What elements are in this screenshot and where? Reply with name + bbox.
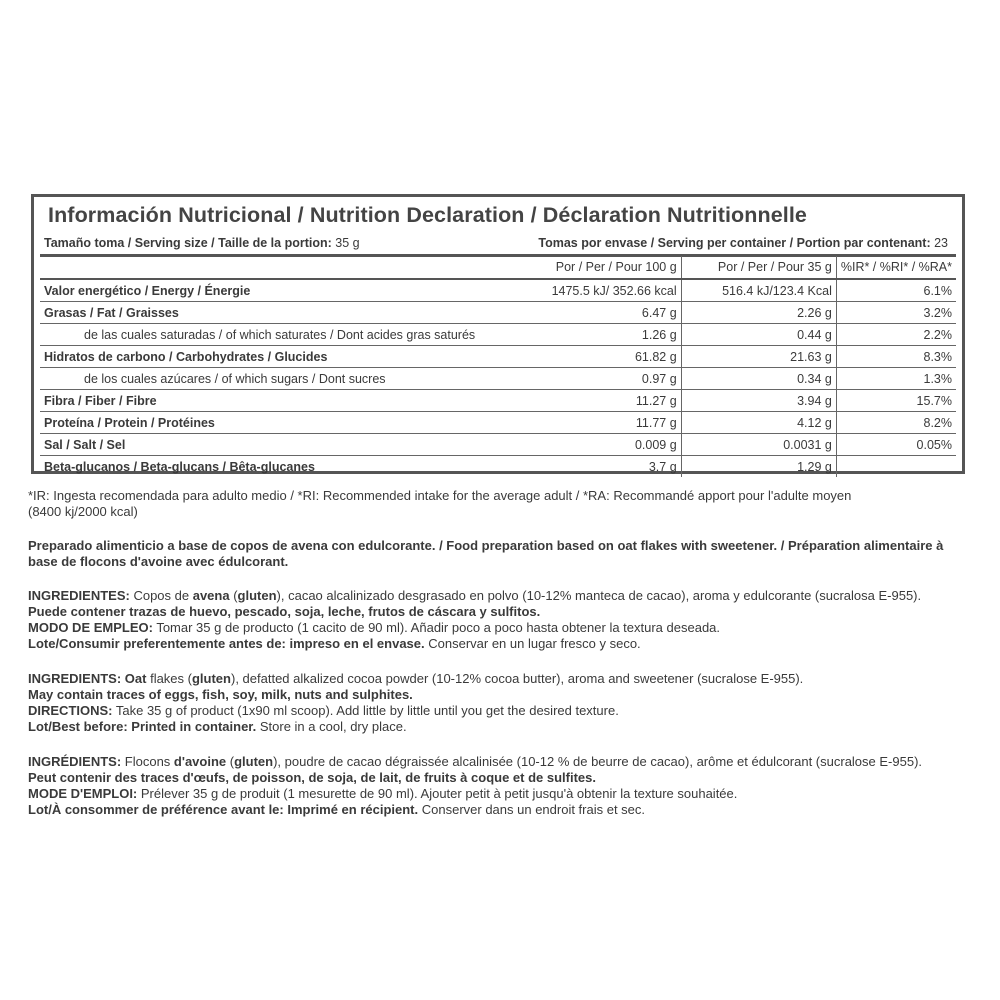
directions-fr-label: MODE D'EMPLOI: bbox=[28, 786, 138, 801]
ingredients-en-text: flakes ( bbox=[146, 671, 192, 686]
footnote-line-2: (8400 kj/2000 kcal) bbox=[28, 504, 138, 519]
header-blank-cell bbox=[40, 256, 521, 279]
footnote-line-1: *IR: Ingesta recomendada para adulto medio / *RI: Recommended intake for the average adult / *RA: Recommandé apport pour l'adulte moyen bbox=[28, 488, 852, 503]
ingredients-fr-text: ( bbox=[226, 754, 235, 769]
servings-per-label: Tomas por envase / Serving per container / Portion par contenant: bbox=[538, 236, 931, 250]
table-header-row bbox=[40, 256, 956, 279]
ingredients-fr-text: Flocons bbox=[121, 754, 174, 769]
row-label: de las cuales saturadas / of which saturates / Dont acides gras saturés bbox=[40, 324, 521, 346]
row-label: Fibra / Fiber / Fibre bbox=[40, 390, 521, 412]
row-per100: 1.26 g bbox=[521, 324, 681, 346]
ingredients-en bbox=[28, 671, 968, 687]
table-row bbox=[40, 434, 956, 456]
ingredients-en-label: INGREDIENTS: bbox=[28, 671, 122, 686]
row-per35: 1.29 g bbox=[681, 456, 836, 478]
row-per35: 3.94 g bbox=[681, 390, 836, 412]
row-ri: 6.1% bbox=[836, 279, 956, 302]
servings-per-container bbox=[538, 236, 948, 250]
directions-es-label: MODO DE EMPLEO: bbox=[28, 620, 153, 635]
table-row bbox=[40, 390, 956, 412]
row-label: Sal / Salt / Sel bbox=[40, 434, 521, 456]
row-ri: 15.7% bbox=[836, 390, 956, 412]
ingredients-es-allergen-oat: avena bbox=[192, 588, 230, 603]
serving-size-label: Tamaño toma / Serving size / Taille de la portion: bbox=[44, 236, 332, 250]
ingredients-en-allergen-gluten: gluten bbox=[191, 671, 231, 686]
directions-en bbox=[28, 703, 968, 719]
directions-es bbox=[28, 620, 968, 636]
row-per35: 21.63 g bbox=[681, 346, 836, 368]
ingredients-es-text: Copos de bbox=[129, 588, 193, 603]
row-ri: 2.2% bbox=[836, 324, 956, 346]
lot-fr-text: Conserver dans un endroit frais et sec. bbox=[418, 802, 646, 817]
ingredients-es bbox=[28, 588, 968, 604]
row-per100: 0.97 g bbox=[521, 368, 681, 390]
row-ri: 0.05% bbox=[836, 434, 956, 456]
row-label: Grasas / Fat / Graisses bbox=[40, 302, 521, 324]
table-row bbox=[40, 456, 956, 478]
ingredients-es-text: ( bbox=[229, 588, 238, 603]
row-per35: 4.12 g bbox=[681, 412, 836, 434]
row-per35: 516.4 kJ/123.4 Kcal bbox=[681, 279, 836, 302]
row-label: Beta-glucanos / Beta-glucans / Bêta-glucanes bbox=[44, 459, 315, 474]
table-row bbox=[40, 324, 956, 346]
lot-en-text: Store in a cool, dry place. bbox=[256, 719, 407, 734]
ingredients-fr-allergen-gluten: gluten bbox=[234, 754, 274, 769]
nutrition-title: Información Nutricional / Nutrition Declaration / Déclaration Nutritionnelle bbox=[48, 203, 807, 227]
serving-size-value: 35 g bbox=[335, 236, 360, 250]
nutrition-facts-panel bbox=[31, 194, 965, 474]
nutrition-table bbox=[40, 256, 956, 477]
may-contain-fr: Peut contenir des traces d'œufs, de poisson, de soja, de lait, de fruits à coque et de sulfites. bbox=[28, 770, 596, 785]
directions-fr bbox=[28, 786, 968, 802]
table-row bbox=[40, 302, 956, 324]
lot-es bbox=[28, 636, 968, 652]
ri-footnote bbox=[28, 488, 968, 520]
directions-fr-text: Prélever 35 g de produit (1 mesurette de 90 ml). Ajouter petit à petit jusqu'à obtenir la texture souhaitée. bbox=[137, 786, 738, 801]
row-label: Proteína / Protein / Protéines bbox=[40, 412, 521, 434]
directions-en-label: DIRECTIONS: bbox=[28, 703, 113, 718]
ingredients-en-allergen-oat: Oat bbox=[121, 671, 147, 686]
ingredients-fr-allergen-oat: d'avoine bbox=[173, 754, 227, 769]
ingredients-fr-label: INGRÉDIENTS: bbox=[28, 754, 122, 769]
english-section bbox=[28, 671, 968, 735]
product-description bbox=[28, 538, 968, 570]
row-per35: 0.0031 g bbox=[681, 434, 836, 456]
row-per100: 1475.5 kJ/ 352.66 kcal bbox=[521, 279, 681, 302]
lot-fr-label: Lot/À consommer de préférence avant le: Imprimé en récipient. bbox=[28, 802, 419, 817]
row-label: Valor energético / Energy / Énergie bbox=[40, 279, 521, 302]
ingredients-fr bbox=[28, 754, 968, 770]
description-text: Preparado alimenticio a base de copos de avena con edulcorante. / Food preparation based on oat flakes with sweetener. / Préparation alimentaire à base de flocons d'avoine avec édulcorant. bbox=[28, 538, 944, 569]
ingredients-es-label: INGREDIENTES: bbox=[28, 588, 130, 603]
table-row bbox=[40, 368, 956, 390]
lot-en-label: Lot/Best before: Printed in container. bbox=[28, 719, 257, 734]
directions-en-text: Take 35 g of product (1x90 ml scoop). Add little by little until you get the desired texture. bbox=[112, 703, 619, 718]
row-per35: 2.26 g bbox=[681, 302, 836, 324]
col-header-ri: %IR* / %RI* / %RA* bbox=[836, 256, 956, 279]
serving-size bbox=[44, 236, 360, 250]
row-per35: 0.34 g bbox=[681, 368, 836, 390]
row-per100: 0.009 g bbox=[521, 434, 681, 456]
row-label: de los cuales azúcares / of which sugars / Dont sucres bbox=[40, 368, 521, 390]
table-row bbox=[40, 279, 956, 302]
row-ri bbox=[836, 456, 956, 478]
row-label: Hidratos de carbono / Carbohydrates / Glucides bbox=[40, 346, 521, 368]
table-row bbox=[40, 412, 956, 434]
ingredients-en-text: ), defatted alkalized cocoa powder (10-12% cocoa butter), aroma and sweetener (sucralose E-955). bbox=[230, 671, 804, 686]
row-ri: 1.3% bbox=[836, 368, 956, 390]
table-row bbox=[40, 346, 956, 368]
ingredients-es-text: ), cacao alcalinizado desgrasado en polvo (10-12% manteca de cacao), aroma y edulcorante (sucralosa E-955). bbox=[276, 588, 922, 603]
lot-es-text: Conservar en un lugar fresco y seco. bbox=[424, 636, 641, 651]
spanish-section bbox=[28, 588, 968, 652]
row-ri: 8.2% bbox=[836, 412, 956, 434]
row-per35: 0.44 g bbox=[681, 324, 836, 346]
ingredients-fr-text: ), poudre de cacao dégraissée alcalinisée (10-12 % de beurre de cacao), arôme et édulcorant (sucralose E-955). bbox=[273, 754, 923, 769]
lot-en bbox=[28, 719, 968, 735]
row-per100: 11.77 g bbox=[521, 412, 681, 434]
servings-per-value: 23 bbox=[934, 236, 948, 250]
lot-fr bbox=[28, 802, 968, 818]
ingredients-es-allergen-gluten: gluten bbox=[237, 588, 277, 603]
french-section bbox=[28, 754, 968, 818]
row-ri: 3.2% bbox=[836, 302, 956, 324]
row-per100: 61.82 g bbox=[521, 346, 681, 368]
row-per100: 6.47 g bbox=[521, 302, 681, 324]
col-header-per100: Por / Per / Pour 100 g bbox=[521, 256, 681, 279]
row-ri: 8.3% bbox=[836, 346, 956, 368]
col-header-per35: Por / Per / Pour 35 g bbox=[681, 256, 836, 279]
lot-es-label: Lote/Consumir preferentemente antes de: impreso en el envase. bbox=[28, 636, 425, 651]
directions-es-text: Tomar 35 g de producto (1 cacito de 90 ml). Añadir poco a poco hasta obtener la textura deseada. bbox=[152, 620, 721, 635]
may-contain-es: Puede contener trazas de huevo, pescado, soja, leche, frutos de cáscara y sulfitos. bbox=[28, 604, 541, 619]
row-per100: 11.27 g bbox=[521, 390, 681, 412]
may-contain-en: May contain traces of eggs, fish, soy, milk, nuts and sulphites. bbox=[28, 687, 413, 702]
row-per100: 3.7 g bbox=[521, 456, 681, 478]
